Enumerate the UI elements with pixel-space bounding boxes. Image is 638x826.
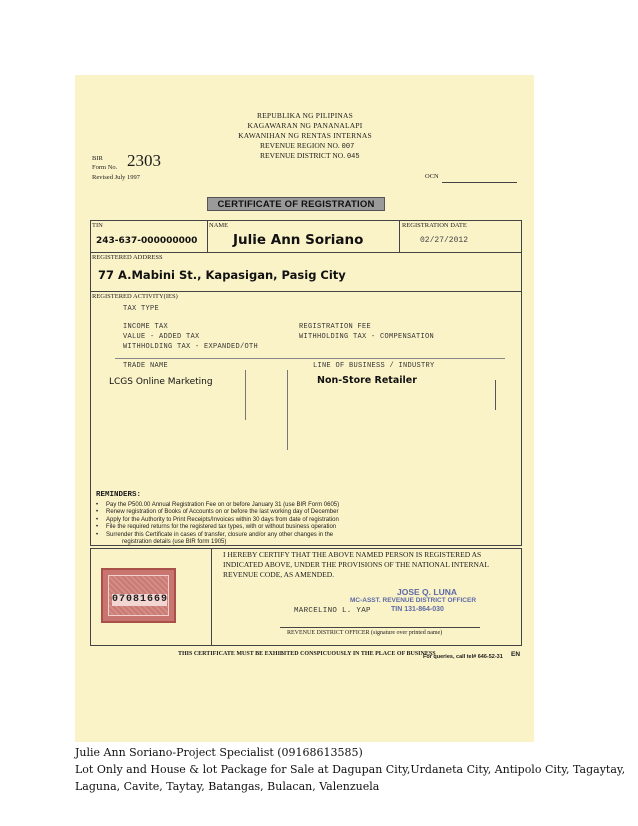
queries-line: For queries, call tel# 646-52-31 — [423, 654, 503, 660]
bir-label: BIR — [92, 155, 103, 162]
reminder-item: • File the required returns for the registered tax types, with or without business operation — [96, 524, 337, 531]
header-department: KAGAWARAN NG PANANALAPI — [247, 121, 363, 130]
revenue-region-value: 007 — [341, 143, 355, 151]
reminder-item: • Apply for the Authority to Print Receipts/Invoices within 30 days from date of registration — [96, 516, 339, 523]
activity-label: REGISTERED ACTIVITY(IES) — [92, 293, 178, 300]
certificate-title-banner — [207, 197, 385, 211]
reminder-item: • Pay the P500.00 Annual Registration Fee on or before January 31 (use BIR Form 0605) — [96, 502, 340, 508]
ocn-line — [442, 182, 517, 183]
line-of-business-value: Non-Store Retailer — [317, 375, 417, 386]
documentary-stamp — [101, 568, 176, 623]
form-number: 2303 — [127, 151, 161, 170]
reg-date-value: 02/27/2012 — [420, 236, 469, 245]
header-bureau: KAWANIHAN NG RENTAS INTERNAS — [238, 131, 372, 140]
tax-left-3: WITHHOLDING TAX - EXPANDED/OTH — [123, 343, 259, 351]
tin-value: 243-637-000000000 — [96, 236, 198, 246]
revised-date: Revised July 1997 — [92, 174, 141, 181]
trade-vline-3 — [495, 380, 496, 410]
certificate-title: CERTIFICATE OF REGISTRATION — [217, 198, 375, 210]
trade-divider — [115, 358, 505, 359]
revenue-district-label: REVENUE DISTRICT NO. — [260, 151, 346, 160]
divider-name-row — [90, 252, 522, 253]
officer-label: REVENUE DISTRICT OFFICER (signature over printed name) — [287, 630, 443, 636]
reminder-item: • Surrender this Certificate in cases of transfer, closure and/or any other changes in the — [96, 531, 334, 538]
tax-left-1: INCOME TAX — [123, 323, 169, 331]
tin-label: TIN — [92, 222, 103, 229]
caption-line-3: Laguna, Cavite, Taytay, Batangas, Bulacan, Valenzuela — [75, 780, 380, 793]
certify-line-2: INDICATED ABOVE, UNDER THE PROVISIONS OF THE NATIONAL INTERNAL — [223, 560, 489, 569]
certificate-sheet — [75, 75, 534, 742]
tax-right-2: WITHHOLDING TAX - COMPENSATION — [299, 333, 435, 341]
reminder-item: • Renew registration of Books of Accounts on or before the last working day of December — [96, 509, 339, 516]
tax-right-1: REGISTRATION FEE — [299, 323, 372, 331]
revenue-region — [260, 141, 354, 151]
bullet-icon: • — [96, 524, 99, 531]
line-of-business-label: LINE OF BUSINESS / INDUSTRY — [313, 362, 435, 370]
exhibit-notice: THIS CERTIFICATE MUST BE EXHIBITED CONSPICUOUSLY IN THE PLACE OF BUSINESS — [178, 651, 436, 657]
caption-line-2: Lot Only and House & lot Package for Sale at Dagupan City,Urdaneta City, Antipolo City, Tagaytay, — [75, 763, 626, 776]
stamp-number: 07081669 — [112, 594, 169, 605]
certify-line-3: REVENUE CODE, AS AMENDED. — [223, 570, 335, 579]
reminders-title: REMINDERS: — [96, 491, 142, 499]
officer-stamp-tin: TIN 131-864-030 — [391, 606, 444, 613]
revenue-district — [260, 151, 360, 161]
trade-vline-1 — [245, 370, 246, 420]
caption-line-1: Julie Ann Soriano-Project Specialist (09168613585) — [75, 746, 363, 759]
divider-name-date — [399, 220, 400, 252]
revenue-region-label: REVENUE REGION NO. — [260, 141, 340, 150]
name-value: Julie Ann Soriano — [233, 232, 364, 248]
tax-type-label: TAX TYPE — [123, 305, 160, 313]
officer-stamp-title: MC-ASST. REVENUE DISTRICT OFFICER — [350, 597, 477, 604]
address-value: 77 A.Mabini St., Kapasigan, Pasig City — [98, 268, 346, 282]
divider-address-row — [90, 291, 522, 292]
typed-officer-name: MARCELINO L. YAP — [294, 607, 371, 615]
bullet-icon: • — [96, 509, 99, 516]
bullet-icon: • — [96, 531, 99, 538]
trade-name-label: TRADE NAME — [123, 362, 169, 370]
bullet-icon: • — [96, 516, 99, 523]
reminder-item: registration details (use BIR form 1905) — [122, 539, 227, 546]
trade-name-value: LCGS Online Marketing — [109, 377, 213, 387]
form-no-label: Form No. — [92, 164, 118, 171]
ocn-label: OCN — [425, 173, 439, 180]
tax-left-2: VALUE - ADDED TAX — [123, 333, 200, 341]
cert-divider — [211, 548, 212, 646]
trade-vline-2 — [287, 370, 288, 450]
divider-tin-name — [207, 220, 208, 252]
header-republic: REPUBLIKA NG PILIPINAS — [256, 111, 354, 120]
officer-stamp-name: JOSE Q. LUNA — [397, 587, 457, 597]
reminders-list — [96, 502, 339, 546]
certify-line-1: I HEREBY CERTIFY THAT THE ABOVE NAMED PERSON IS REGISTERED AS — [223, 550, 482, 559]
revenue-district-value: 045 — [346, 153, 360, 161]
name-label: NAME — [209, 222, 229, 229]
address-label: REGISTERED ADDRESS — [92, 254, 163, 261]
en-mark: EN — [511, 651, 521, 658]
signature-line — [280, 627, 480, 628]
bullet-icon: • — [96, 502, 99, 508]
reg-date-label: REGISTRATION DATE — [402, 222, 467, 229]
